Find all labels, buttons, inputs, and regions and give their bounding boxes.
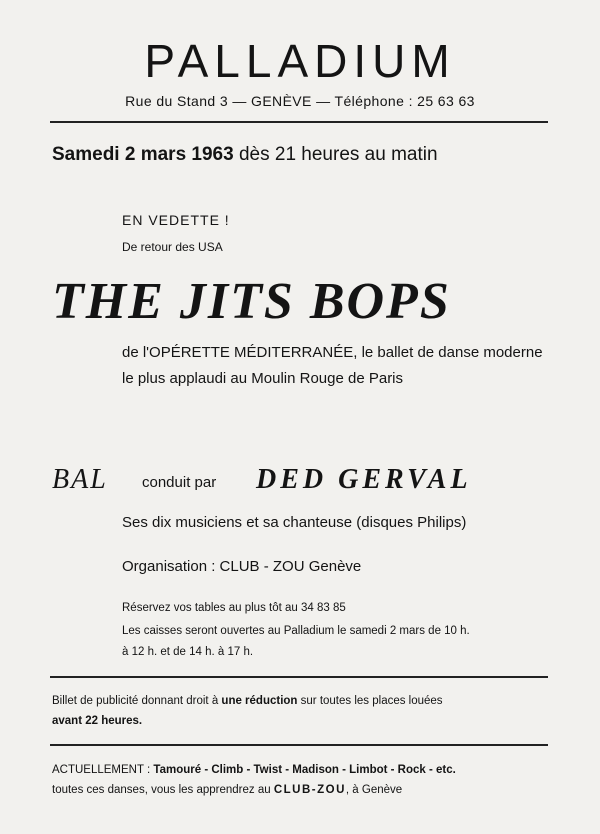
venue-address: Rue du Stand 3 — GENÈVE — Téléphone : 25 63 63 (125, 93, 475, 109)
bandleader-name: DED GERVAL (256, 464, 472, 495)
club-name: CLUB-ZOU (273, 784, 346, 796)
event-time: dès 21 heures au matin (238, 144, 438, 165)
reservation-phone: Réservez vos tables au plus tôt au 34 83 85 (122, 602, 346, 614)
actuellement-line (52, 764, 456, 776)
conduit-label: conduit par (142, 474, 217, 491)
billet-deadline-text: avant 22 heures. (52, 715, 143, 727)
actuellement-label: ACTUELLEMENT : (52, 764, 154, 776)
dance-list: Tamouré - Climb - Twist - Madison - Limbot - Rock - etc. (153, 764, 456, 776)
billet-line (52, 695, 443, 707)
billet-pre: Billet de publicité donnant droit à (52, 695, 222, 707)
vedette-label: EN VEDETTE ! (122, 212, 230, 228)
event-date-line (52, 144, 438, 166)
divider-bottom (50, 744, 548, 746)
venue-title: PALLADIUM (144, 35, 456, 87)
musicians-line: Ses dix musiciens et sa chanteuse (disques Philips) (122, 514, 467, 531)
billet-post: sur toutes les places louées (297, 695, 443, 707)
box-office-hours: Les caisses seront ouvertes au Palladium le samedi 2 mars de 10 h. (122, 625, 470, 637)
band-name: THE JITS BOPS (52, 273, 451, 330)
event-date: Samedi 2 mars 1963 (52, 144, 234, 165)
organisation-line: Organisation : CLUB - ZOU Genève (122, 558, 362, 575)
bal-label: BAL (52, 464, 108, 495)
billet-reduction: une réduction (221, 695, 298, 707)
club-line-post: , à Genève (345, 784, 403, 796)
club-line (52, 784, 402, 796)
divider-top (50, 121, 548, 123)
divider-middle (50, 676, 548, 678)
retour-label: De retour des USA (122, 240, 223, 254)
box-office-hours-cont: à 12 h. et de 14 h. à 17 h. (122, 646, 254, 658)
band-description: de l'OPÉRETTE MÉDITERRANÉE, le ballet de danse moderne le plus applaudi au Moulin Rouge de Paris (122, 344, 543, 387)
billet-deadline (52, 715, 142, 727)
club-line-pre: toutes ces danses, vous les apprendrez au (52, 784, 274, 796)
